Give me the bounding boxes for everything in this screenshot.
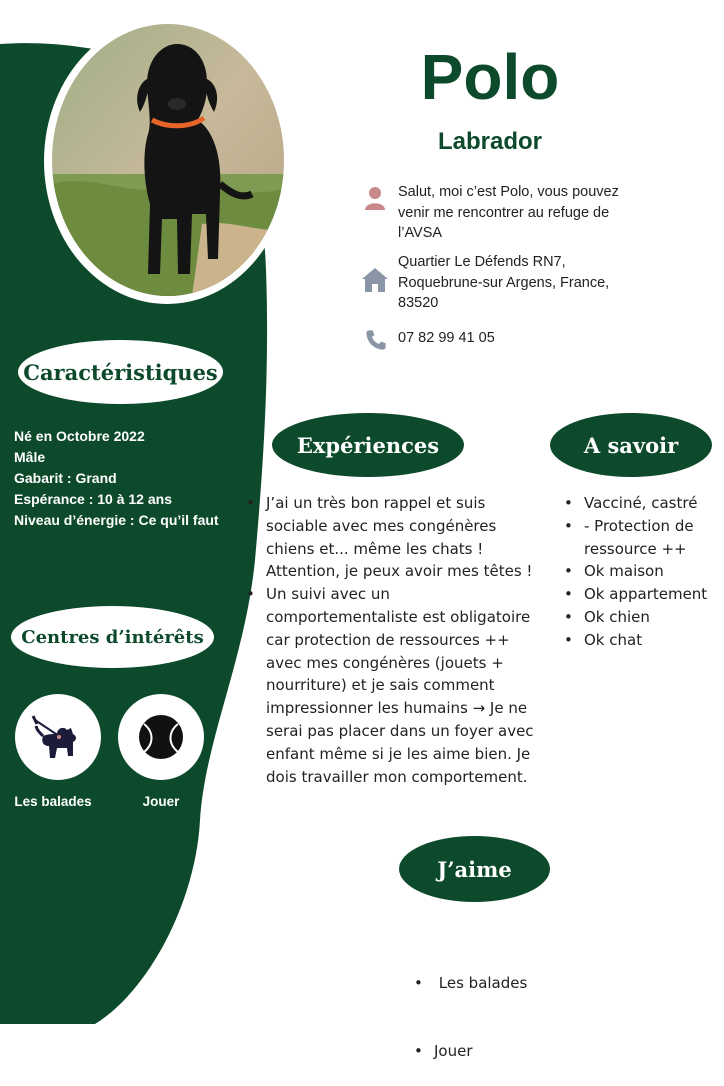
contact-intro-row bbox=[360, 182, 648, 244]
a-savoir-list bbox=[564, 492, 724, 652]
a-savoir-item: • Ok appartement bbox=[564, 583, 724, 606]
experience-item: • Un suivi avec un comportementaliste est obligatoire car protection de ressources ++ avec mes congénères (jouets + nourriture) et je sais comment impressionner les humains → Je ne serai pas placer dans un foyer avec enfant même si je les aime bien. Je dois travailler mon comportement. bbox=[246, 583, 546, 788]
person-icon bbox=[360, 182, 390, 212]
a-savoir-item: • Ok maison bbox=[564, 560, 724, 583]
characteristic-birth: Né en Octobre 2022 bbox=[14, 428, 145, 444]
a-savoir-item: • Vacciné, castré bbox=[564, 492, 724, 515]
interests-heading: Centres d’intérêts bbox=[11, 606, 214, 668]
interest-walks-label: Les balades bbox=[14, 794, 92, 809]
contact-address-row bbox=[360, 252, 648, 314]
characteristic-size: Gabarit : Grand bbox=[14, 470, 117, 486]
intro-text: Salut, moi c’est Polo, vous pouvez venir me rencontrer au refuge de l’AVSA bbox=[398, 184, 619, 241]
experiences-list bbox=[246, 492, 546, 788]
dog-name: Polo bbox=[420, 41, 560, 113]
experiences-heading: Expériences bbox=[272, 413, 464, 477]
a-savoir-heading: A savoir bbox=[550, 413, 712, 477]
likes-heading: J’aime bbox=[399, 836, 550, 902]
characteristic-sex: Mâle bbox=[14, 449, 46, 465]
contact-phone-row bbox=[360, 328, 495, 352]
a-savoir-item: • - Protection de ressource ++ bbox=[564, 515, 724, 561]
likes-list bbox=[414, 926, 594, 1086]
address-text: Quartier Le Défends RN7, Roquebrune-sur Argens, France, 83520 bbox=[398, 254, 610, 311]
interest-play-label: Jouer bbox=[142, 794, 180, 809]
ball-icon bbox=[118, 694, 204, 780]
characteristic-energy: Niveau d’énergie : Ce qu’il faut bbox=[14, 512, 219, 528]
phone-text: 07 82 99 41 05 bbox=[398, 330, 495, 346]
characteristics-list bbox=[14, 426, 219, 531]
like-item: • Jouer bbox=[414, 1040, 594, 1063]
characteristics-heading: Caractéristiques bbox=[18, 340, 223, 404]
house-icon bbox=[360, 264, 390, 294]
characteristic-lifespan: Espérance : 10 à 12 ans bbox=[14, 491, 172, 507]
a-savoir-item: • Ok chat bbox=[564, 629, 724, 652]
like-item: • Les balades bbox=[414, 972, 594, 995]
a-savoir-item: • Ok chien bbox=[564, 606, 724, 629]
phone-icon bbox=[364, 328, 388, 352]
dog-photo bbox=[52, 24, 284, 296]
dog-walking-icon bbox=[15, 694, 101, 780]
dog-breed: Labrador bbox=[437, 128, 542, 155]
experience-item: • J’ai un très bon rappel et suis sociable avec mes congénères chiens et... même les chats ! Attention, je peux avoir mes têtes ! bbox=[246, 492, 546, 583]
